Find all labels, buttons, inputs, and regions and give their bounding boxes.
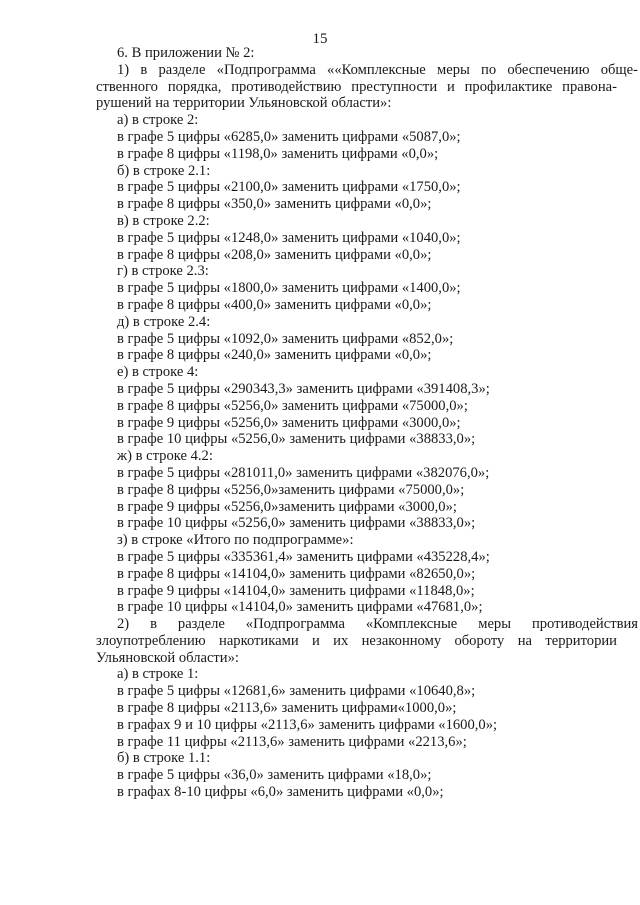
list-item: в графе 5 цифры «12681,6» заменить цифрами «10640,8»; — [117, 683, 476, 700]
list-item: в графах 9 и 10 цифры «2113,6» заменить цифрами «1600,0»; — [117, 716, 498, 733]
section-1-line: 1) в разделе «Подпрограмма ««Комплексные меры по обеспечению обще- — [117, 61, 638, 78]
list-item: в графе 8 цифры «14104,0» заменить цифрами «82650,0»; — [117, 565, 476, 582]
list-item: в графе 9 цифры «5256,0» заменить цифрами «3000,0»; — [117, 414, 461, 431]
list-item: в графе 9 цифры «14104,0» заменить цифрами «11848,0»; — [117, 582, 475, 599]
list-item: в графе 11 цифры «2113,6» заменить цифрами «2213,6»; — [117, 733, 467, 750]
list-item: б) в строке 2.1: — [117, 162, 211, 179]
section-1-items — [96, 112, 617, 616]
list-item: в) в строке 2.2: — [117, 212, 210, 229]
list-item: в графе 8 цифры «240,0» заменить цифрами «0,0»; — [117, 347, 432, 364]
list-item: в графе 10 цифры «14104,0» заменить цифрами «47681,0»; — [117, 599, 483, 616]
list-item: в графе 5 цифры «290343,3» заменить цифрами «391408,3»; — [117, 380, 490, 397]
list-item: в графе 5 цифры «2100,0» заменить цифрами «1750,0»; — [117, 179, 461, 196]
section-1 — [96, 61, 638, 616]
section-2-line: 2) в разделе «Подпрограмма «Комплексные меры противодействия — [117, 616, 638, 633]
list-item: з) в строке «Итого по подпрограмме»: — [117, 532, 354, 549]
list-item: ж) в строке 4.2: — [117, 448, 213, 465]
section-2-items — [96, 666, 617, 800]
list-item: в графе 8 цифры «2113,6» заменить цифрами«1000,0»; — [117, 700, 457, 717]
list-item: в графе 10 цифры «5256,0» заменить цифрами «38833,0»; — [117, 431, 476, 448]
list-item: а) в строке 2: — [117, 112, 199, 129]
list-item: в графе 8 цифры «1198,0» заменить цифрами «0,0»; — [117, 145, 439, 162]
list-item: в графе 5 цифры «36,0» заменить цифрами «18,0»; — [117, 767, 432, 784]
list-item: г) в строке 2.3: — [117, 263, 209, 280]
list-item: в графе 5 цифры «1248,0» заменить цифрами «1040,0»; — [117, 229, 461, 246]
list-item: а) в строке 1: — [117, 666, 199, 683]
list-item: в графе 5 цифры «1800,0» заменить цифрами «1400,0»; — [117, 280, 461, 297]
section-1-line: ственного порядка, противодействию преступности и профилактике правона- — [96, 78, 617, 95]
list-item: в графе 10 цифры «5256,0» заменить цифрами «38833,0»; — [117, 515, 476, 532]
list-item: в графе 9 цифры «5256,0»заменить цифрами «3000,0»; — [117, 498, 457, 515]
list-item: в графе 5 цифры «6285,0» заменить цифрами «5087,0»; — [117, 128, 461, 145]
heading: 6. В приложении № 2: — [117, 45, 255, 61]
section-2 — [96, 616, 638, 801]
section-2-line: злоупотреблению наркотиками и их незаконному обороту на территории — [96, 632, 617, 649]
list-item: б) в строке 1.1: — [117, 750, 211, 767]
list-item: в графе 8 цифры «400,0» заменить цифрами «0,0»; — [117, 296, 432, 313]
list-item: д) в строке 2.4: — [117, 313, 211, 330]
section-1-line: рушений на территории Ульяновской области»: — [96, 95, 392, 112]
list-item: в графах 8-10 цифры «6,0» заменить цифрами «0,0»; — [117, 784, 444, 801]
list-item: в графе 8 цифры «5256,0»заменить цифрами «75000,0»; — [117, 481, 465, 498]
list-item: в графе 5 цифры «281011,0» заменить цифрами «382076,0»; — [117, 464, 490, 481]
list-item: в графе 5 цифры «335361,4» заменить цифрами «435228,4»; — [117, 548, 490, 565]
list-item: е) в строке 4: — [117, 364, 199, 381]
list-item: в графе 5 цифры «1092,0» заменить цифрами «852,0»; — [117, 330, 454, 347]
list-item: в графе 8 цифры «5256,0» заменить цифрами «75000,0»; — [117, 397, 468, 414]
section-2-line: Ульяновской области»: — [96, 649, 239, 666]
document-body — [96, 45, 638, 801]
page-number: 15 — [312, 31, 328, 47]
list-item: в графе 8 цифры «208,0» заменить цифрами «0,0»; — [117, 246, 432, 263]
list-item: в графе 8 цифры «350,0» заменить цифрами «0,0»; — [117, 196, 432, 213]
